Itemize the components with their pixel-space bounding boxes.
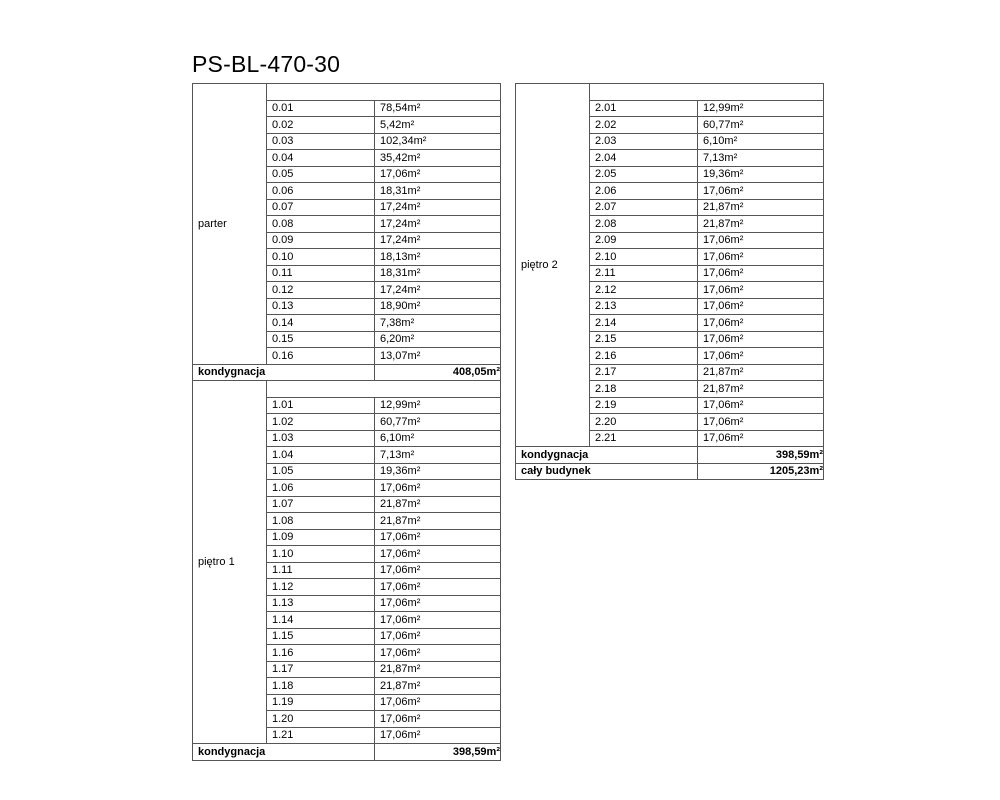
room-id: 1.19: [267, 694, 375, 711]
room-area: 21,87m²: [375, 513, 501, 530]
room-area: 21,87m²: [375, 661, 501, 678]
floor-header-blank: [267, 381, 501, 398]
room-id: 0.02: [267, 117, 375, 134]
room-id: 2.10: [590, 249, 698, 266]
room-area: 17,06m²: [375, 711, 501, 728]
room-area: 12,99m²: [375, 397, 501, 414]
floor-name: parter: [193, 84, 267, 365]
room-area: 17,06m²: [698, 265, 824, 282]
room-area: 17,06m²: [375, 579, 501, 596]
room-area: 19,36m²: [375, 463, 501, 480]
room-area: 17,06m²: [375, 546, 501, 563]
room-id: 1.18: [267, 678, 375, 695]
floor-total-label: kondygnacja: [193, 744, 375, 761]
room-id: 0.08: [267, 216, 375, 233]
room-id: 1.05: [267, 463, 375, 480]
room-area: 7,38m²: [375, 315, 501, 332]
room-area: 13,07m²: [375, 348, 501, 365]
floor-total-row: [193, 744, 501, 761]
room-id: 1.04: [267, 447, 375, 464]
room-id: 0.01: [267, 100, 375, 117]
room-id: 1.07: [267, 496, 375, 513]
floor-header-row: [193, 84, 501, 101]
room-id: 2.14: [590, 315, 698, 332]
room-id: 2.09: [590, 232, 698, 249]
room-id: 0.06: [267, 183, 375, 200]
document-title: PS-BL-470-30: [192, 51, 341, 77]
room-area: 12,99m²: [698, 100, 824, 117]
room-id: 0.03: [267, 133, 375, 150]
room-area: 17,06m²: [698, 430, 824, 447]
floor-total-row: [516, 447, 824, 464]
room-id: 2.11: [590, 265, 698, 282]
room-id: 1.17: [267, 661, 375, 678]
room-id: 2.13: [590, 298, 698, 315]
room-id: 1.21: [267, 727, 375, 744]
room-area: 17,06m²: [375, 595, 501, 612]
room-area: 17,06m²: [375, 480, 501, 497]
room-area: 17,06m²: [375, 562, 501, 579]
room-id: 1.12: [267, 579, 375, 596]
floor-total-label: kondygnacja: [193, 364, 375, 381]
floor-total-value: 398,59m²: [375, 744, 501, 761]
room-area: 6,10m²: [375, 430, 501, 447]
room-area: 17,24m²: [375, 282, 501, 299]
room-area: 102,34m²: [375, 133, 501, 150]
room-area: 21,87m²: [698, 216, 824, 233]
room-area: 21,87m²: [698, 381, 824, 398]
room-id: 0.14: [267, 315, 375, 332]
room-area: 17,06m²: [375, 694, 501, 711]
room-id: 0.09: [267, 232, 375, 249]
room-id: 1.03: [267, 430, 375, 447]
room-id: 1.09: [267, 529, 375, 546]
room-area: 21,87m²: [375, 496, 501, 513]
room-area: 78,54m²: [375, 100, 501, 117]
room-id: 2.02: [590, 117, 698, 134]
room-id: 2.01: [590, 100, 698, 117]
room-id: 1.02: [267, 414, 375, 431]
room-area: 17,06m²: [375, 727, 501, 744]
room-area: 17,06m²: [375, 645, 501, 662]
floor-header-blank: [590, 84, 824, 101]
room-area: 21,87m²: [698, 199, 824, 216]
room-id: 1.10: [267, 546, 375, 563]
room-area: 18,13m²: [375, 249, 501, 266]
room-id: 2.04: [590, 150, 698, 167]
room-area: 7,13m²: [698, 150, 824, 167]
room-id: 1.14: [267, 612, 375, 629]
floor-name: piętro 2: [516, 84, 590, 447]
room-area: 18,31m²: [375, 183, 501, 200]
room-area: 17,06m²: [698, 315, 824, 332]
room-id: 1.11: [267, 562, 375, 579]
room-area: 17,06m²: [698, 397, 824, 414]
room-id: 1.08: [267, 513, 375, 530]
room-area: 17,06m²: [698, 298, 824, 315]
room-area: 17,24m²: [375, 216, 501, 233]
room-area: 60,77m²: [375, 414, 501, 431]
room-area: 21,87m²: [375, 678, 501, 695]
room-id: 2.03: [590, 133, 698, 150]
room-id: 2.17: [590, 364, 698, 381]
building-total-value: 1205,23m²: [698, 463, 824, 480]
room-id: 0.11: [267, 265, 375, 282]
room-area: 35,42m²: [375, 150, 501, 167]
room-id: 0.13: [267, 298, 375, 315]
room-area: 17,06m²: [375, 612, 501, 629]
room-id: 2.07: [590, 199, 698, 216]
room-id: 0.04: [267, 150, 375, 167]
floor-total-row: [193, 364, 501, 381]
floor-header-blank: [267, 84, 501, 101]
area-table-right: [515, 83, 824, 480]
room-id: 1.01: [267, 397, 375, 414]
room-area: 17,06m²: [698, 282, 824, 299]
room-id: 2.20: [590, 414, 698, 431]
room-area: 7,13m²: [375, 447, 501, 464]
room-id: 1.20: [267, 711, 375, 728]
room-area: 17,06m²: [698, 331, 824, 348]
room-id: 0.07: [267, 199, 375, 216]
room-id: 1.16: [267, 645, 375, 662]
room-id: 1.06: [267, 480, 375, 497]
room-id: 2.06: [590, 183, 698, 200]
building-total-row: [516, 463, 824, 480]
room-id: 0.10: [267, 249, 375, 266]
room-area: 19,36m²: [698, 166, 824, 183]
floor-total-label: kondygnacja: [516, 447, 698, 464]
room-area: 17,06m²: [375, 628, 501, 645]
floor-total-value: 398,59m²: [698, 447, 824, 464]
room-id: 2.19: [590, 397, 698, 414]
room-area: 17,06m²: [698, 183, 824, 200]
room-id: 0.05: [267, 166, 375, 183]
room-area: 17,06m²: [698, 348, 824, 365]
room-area: 6,20m²: [375, 331, 501, 348]
building-total-label: cały budynek: [516, 463, 698, 480]
floor-header-row: [193, 381, 501, 398]
room-area: 17,06m²: [698, 232, 824, 249]
floor-name: piętro 1: [193, 381, 267, 744]
room-id: 0.15: [267, 331, 375, 348]
floor-total-value: 408,05m²: [375, 364, 501, 381]
room-id: 2.21: [590, 430, 698, 447]
area-table-left: [192, 83, 501, 761]
room-area: 21,87m²: [698, 364, 824, 381]
room-id: 2.16: [590, 348, 698, 365]
room-id: 1.15: [267, 628, 375, 645]
room-area: 6,10m²: [698, 133, 824, 150]
room-area: 17,06m²: [375, 529, 501, 546]
room-id: 2.15: [590, 331, 698, 348]
room-area: 17,06m²: [698, 249, 824, 266]
room-id: 1.13: [267, 595, 375, 612]
room-id: 2.18: [590, 381, 698, 398]
room-id: 0.16: [267, 348, 375, 365]
room-area: 17,24m²: [375, 232, 501, 249]
room-area: 17,06m²: [375, 166, 501, 183]
room-area: 18,90m²: [375, 298, 501, 315]
room-area: 17,24m²: [375, 199, 501, 216]
room-area: 5,42m²: [375, 117, 501, 134]
room-id: 2.05: [590, 166, 698, 183]
room-area: 60,77m²: [698, 117, 824, 134]
room-id: 0.12: [267, 282, 375, 299]
room-id: 2.08: [590, 216, 698, 233]
room-area: 18,31m²: [375, 265, 501, 282]
floor-header-row: [516, 84, 824, 101]
room-area: 17,06m²: [698, 414, 824, 431]
room-id: 2.12: [590, 282, 698, 299]
